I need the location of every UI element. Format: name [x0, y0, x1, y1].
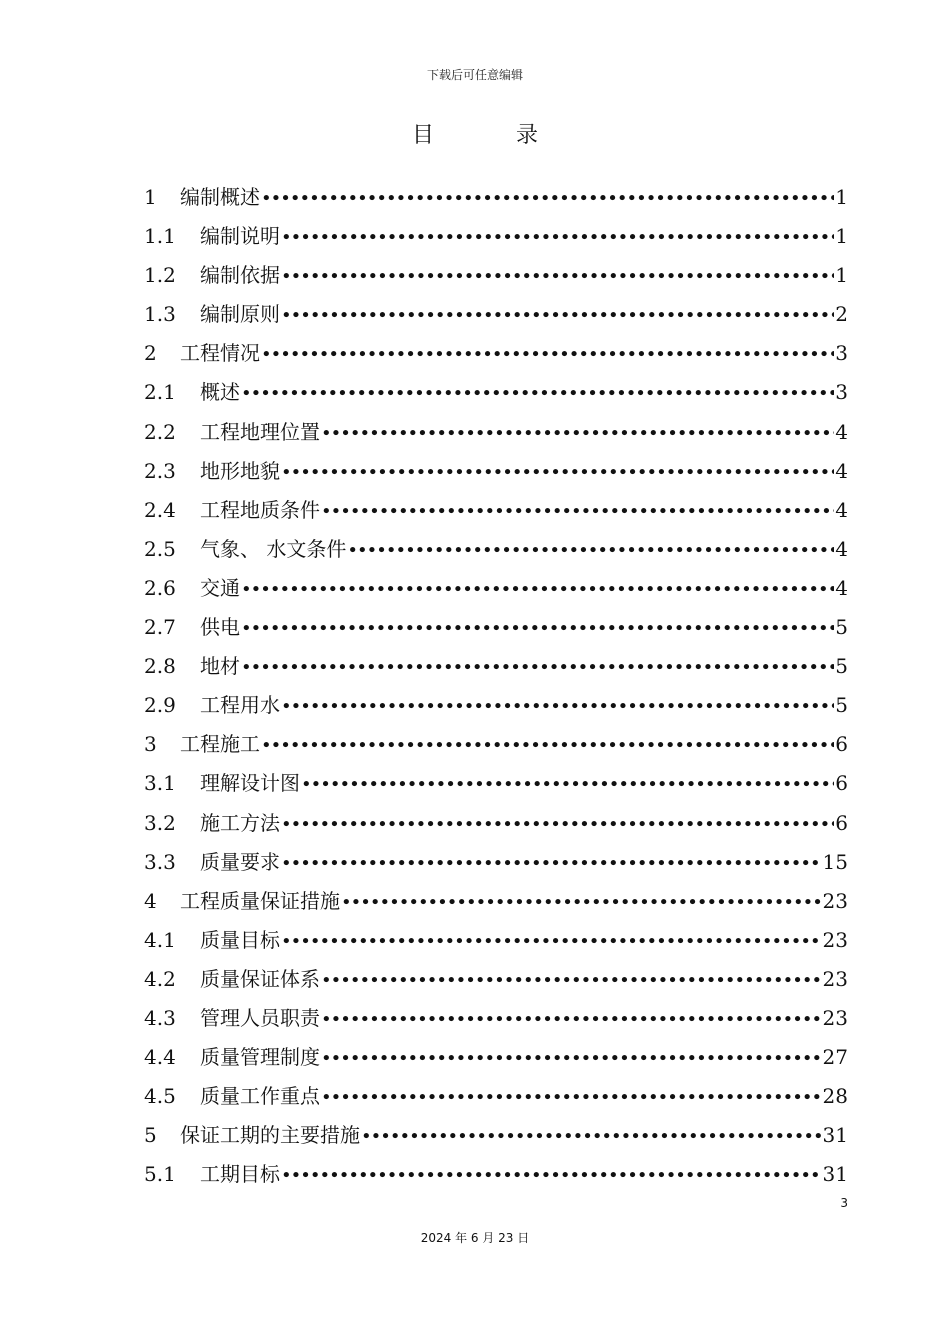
- toc-leader-dots: [281, 805, 834, 843]
- toc-leader-dots: [241, 609, 834, 647]
- toc-entry-title: 质量保证体系: [200, 966, 320, 991]
- toc-entry-page: 3: [835, 380, 848, 405]
- toc-entry-title: 工程用水: [200, 693, 280, 718]
- toc-entry-title: 地材: [200, 654, 240, 679]
- toc-entry-page: 3: [835, 341, 848, 366]
- toc-entry-title: 工期目标: [200, 1162, 280, 1187]
- toc-entry[interactable]: [144, 1155, 848, 1194]
- toc-leader-dots: [241, 648, 834, 686]
- toc-entry-page: 4: [835, 497, 848, 522]
- toc-entry[interactable]: [144, 882, 848, 921]
- toc-entry-number: 2.7: [144, 615, 176, 640]
- toc-entry-title: 工程情况: [180, 341, 260, 366]
- toc-entry-number: 2.5: [144, 536, 176, 561]
- toc-entry-number: 3.3: [144, 849, 176, 874]
- toc-entry-number: 4: [144, 888, 157, 913]
- toc-entry[interactable]: [144, 1116, 848, 1155]
- toc-entry-title: 质量管理制度: [200, 1045, 320, 1070]
- toc-entry-title: 工程地质条件: [200, 497, 320, 522]
- toc-entry[interactable]: [144, 295, 848, 334]
- toc-entry-number: 1.2: [144, 263, 176, 288]
- toc-entry-title: 地形地貌: [200, 458, 280, 483]
- toc-entry[interactable]: [144, 530, 848, 569]
- toc-entry-page: 1: [835, 263, 848, 288]
- toc-entry-number: 3: [144, 732, 157, 757]
- toc-entry-title: 理解设计图: [200, 771, 300, 796]
- toc-entry[interactable]: [144, 686, 848, 725]
- toc-entry[interactable]: [144, 491, 848, 530]
- toc-entry-title: 质量工作重点: [200, 1084, 320, 1109]
- toc-leader-dots: [261, 726, 834, 764]
- toc-entry-number: 2: [144, 341, 157, 366]
- toc-entry-number: 2.4: [144, 497, 176, 522]
- toc-entry-title: 工程质量保证措施: [180, 888, 340, 913]
- toc-leader-dots: [347, 531, 834, 569]
- toc-entry-page: 4: [835, 458, 848, 483]
- toc-entry-title: 编制依据: [200, 263, 280, 288]
- toc-leader-dots: [321, 492, 834, 530]
- footer-date: 2024 年 6 月 23 日: [420, 1231, 530, 1245]
- page-title: [0, 118, 950, 149]
- toc-entry-number: 4.4: [144, 1045, 176, 1070]
- toc-entry-page: 23: [822, 966, 848, 991]
- toc-entry-title: 供电: [200, 615, 240, 640]
- toc-entry-page: 23: [822, 1005, 848, 1030]
- title-char-right: 录: [516, 123, 539, 148]
- toc-entry-page: 28: [822, 1084, 848, 1109]
- toc-entry-page: 4: [835, 575, 848, 600]
- toc-entry-page: 31: [822, 1123, 848, 1148]
- toc-entry-number: 4.2: [144, 966, 176, 991]
- toc-entry-title: 交通: [200, 575, 240, 600]
- toc-entry[interactable]: [144, 999, 848, 1038]
- toc-entry-page: 4: [835, 419, 848, 444]
- toc-leader-dots: [301, 765, 834, 803]
- toc-entry-number: 2.2: [144, 419, 176, 444]
- toc-entry[interactable]: [144, 1077, 848, 1116]
- toc-entry-number: 2.9: [144, 693, 176, 718]
- toc-entry[interactable]: [144, 373, 848, 412]
- toc-entry-title: 概述: [200, 380, 240, 405]
- page-number: 3: [840, 1196, 848, 1210]
- toc-entry-page: 1: [835, 185, 848, 209]
- toc-leader-dots: [281, 296, 834, 334]
- toc-entry-number: 3.2: [144, 810, 176, 835]
- toc-entry-number: 1.3: [144, 302, 176, 327]
- table-of-contents: [144, 178, 848, 1194]
- toc-entry[interactable]: [144, 334, 848, 373]
- toc-entry-page: 15: [822, 849, 848, 874]
- toc-entry[interactable]: [144, 217, 848, 256]
- toc-entry-title: 编制原则: [200, 302, 280, 327]
- toc-entry-title: 工程施工: [180, 732, 260, 757]
- toc-entry-title: 编制说明: [200, 224, 280, 249]
- toc-entry-number: 4.1: [144, 927, 176, 952]
- toc-entry-number: 5: [144, 1123, 157, 1148]
- toc-entry[interactable]: [144, 178, 848, 217]
- toc-entry-number: 3.1: [144, 771, 176, 796]
- toc-entry-page: 23: [822, 888, 848, 913]
- toc-entry-title: 气象、 水文条件: [200, 536, 347, 561]
- toc-entry-page: 27: [822, 1045, 848, 1070]
- toc-leader-dots: [341, 883, 822, 921]
- toc-entry-page: 5: [835, 615, 848, 640]
- toc-entry-title: 工程地理位置: [200, 419, 320, 444]
- toc-entry[interactable]: [144, 256, 848, 295]
- toc-entry-page: 23: [822, 927, 848, 952]
- toc-entry-title: 编制概述: [180, 185, 260, 209]
- toc-entry-title: 管理人员职责: [200, 1005, 320, 1030]
- toc-entry-title: 质量目标: [200, 927, 280, 952]
- toc-leader-dots: [321, 414, 834, 452]
- toc-entry-page: 6: [835, 732, 848, 757]
- toc-entry-title: 保证工期的主要措施: [180, 1123, 360, 1148]
- toc-entry[interactable]: [144, 804, 848, 843]
- toc-leader-dots: [281, 922, 822, 960]
- toc-entry[interactable]: [144, 843, 848, 882]
- toc-entry-page: 31: [822, 1162, 848, 1187]
- toc-entry-number: 2.6: [144, 575, 176, 600]
- toc-leader-dots: [321, 1000, 822, 1038]
- toc-entry[interactable]: [144, 569, 848, 608]
- toc-leader-dots: [241, 374, 834, 412]
- toc-entry[interactable]: [144, 608, 848, 647]
- toc-leader-dots: [281, 1156, 822, 1194]
- toc-entry[interactable]: [144, 1038, 848, 1077]
- toc-leader-dots: [281, 687, 834, 725]
- toc-entry[interactable]: [144, 764, 848, 803]
- toc-leader-dots: [281, 844, 822, 882]
- toc-leader-dots: [261, 179, 834, 217]
- toc-leader-dots: [281, 257, 834, 295]
- toc-entry-page: 6: [835, 810, 848, 835]
- toc-entry-page: 5: [835, 693, 848, 718]
- toc-entry-number: 1.1: [144, 224, 176, 249]
- toc-entry-page: 2: [835, 302, 848, 327]
- toc-entry-number: 5.1: [144, 1162, 176, 1187]
- toc-entry[interactable]: [144, 725, 848, 764]
- toc-entry-page: 1: [835, 224, 848, 249]
- toc-entry[interactable]: [144, 960, 848, 999]
- toc-entry-number: 2.3: [144, 458, 176, 483]
- toc-entry-title: 质量要求: [200, 849, 280, 874]
- toc-entry[interactable]: [144, 647, 848, 686]
- toc-leader-dots: [281, 453, 834, 491]
- toc-entry[interactable]: [144, 413, 848, 452]
- toc-entry-number: 1: [144, 185, 157, 209]
- toc-entry[interactable]: [144, 921, 848, 960]
- title-char-left: 目: [411, 123, 434, 148]
- toc-entry-number: 4.3: [144, 1005, 176, 1030]
- toc-leader-dots: [241, 570, 834, 608]
- toc-entry-number: 4.5: [144, 1084, 176, 1109]
- header-note: 下载后可任意编辑: [426, 68, 523, 82]
- toc-entry-page: 5: [835, 654, 848, 679]
- toc-entry-number: 2.1: [144, 380, 176, 405]
- toc-leader-dots: [321, 1039, 822, 1077]
- toc-leader-dots: [361, 1117, 822, 1155]
- toc-entry-number: 2.8: [144, 654, 176, 679]
- toc-entry-page: 6: [835, 771, 848, 796]
- toc-entry-title: 施工方法: [200, 810, 280, 835]
- toc-leader-dots: [321, 1078, 822, 1116]
- toc-leader-dots: [321, 961, 822, 999]
- toc-leader-dots: [281, 218, 834, 256]
- toc-leader-dots: [261, 335, 834, 373]
- toc-entry-page: 4: [835, 536, 848, 561]
- toc-entry[interactable]: [144, 452, 848, 491]
